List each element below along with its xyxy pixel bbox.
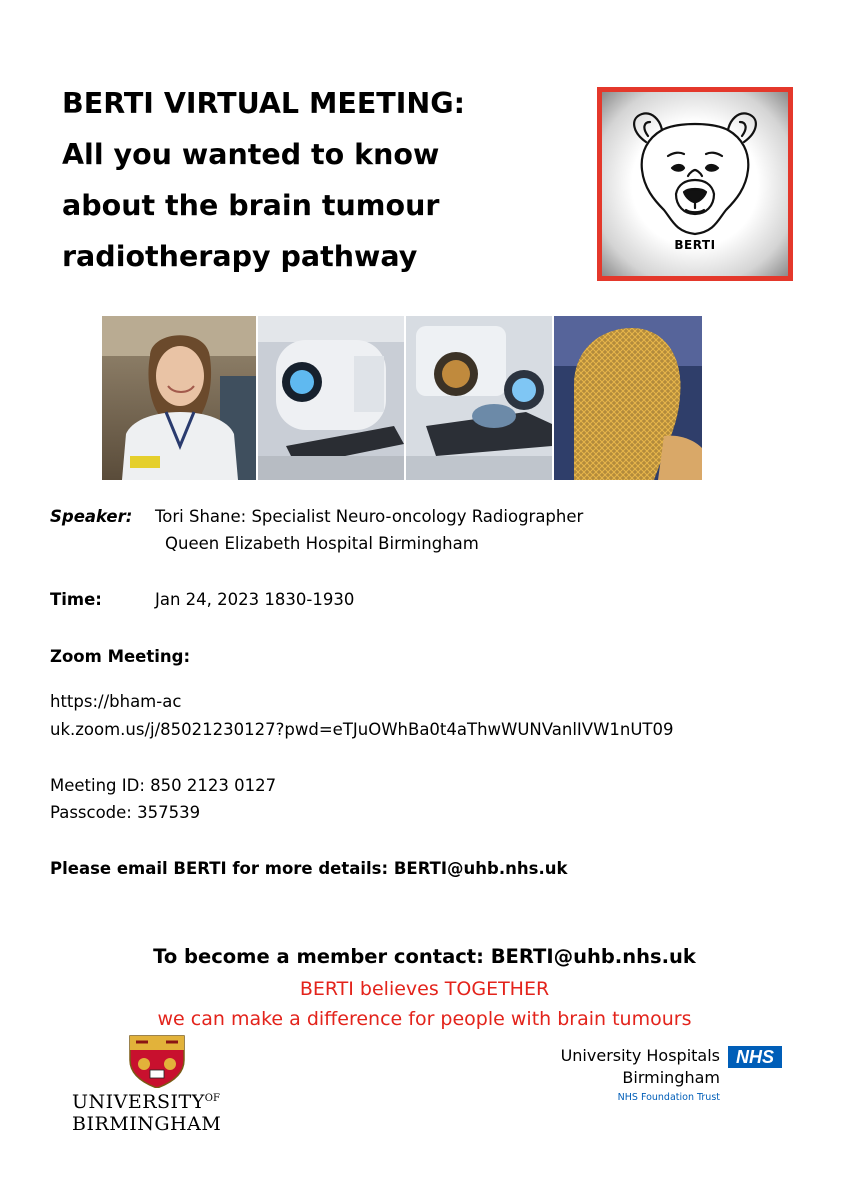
berti-logo <box>597 87 793 281</box>
time-label: Time: <box>50 590 102 609</box>
member-contact-line: To become a member contact: BERTI@uhb.nhs.uk <box>153 945 696 968</box>
nhs-line-2: Birmingham <box>622 1068 720 1087</box>
logo-text: BERTI <box>674 238 716 252</box>
linac-photo <box>258 316 404 480</box>
photo-strip <box>102 316 702 480</box>
title-line-1: BERTI VIRTUAL MEETING: <box>62 87 465 120</box>
title-line-2: All you wanted to know <box>62 138 440 171</box>
email-details-line: Please email BERTI for more details: BERTI@uhb.nhs.uk <box>50 859 568 878</box>
difference-line: we can make a difference for people with brain tumours <box>157 1008 692 1030</box>
speaker-label: Speaker: <box>50 507 133 526</box>
uob-wordmark <box>72 1088 221 1135</box>
believes-line: BERTI believes TOGETHER <box>299 978 550 1000</box>
page-title <box>62 78 582 282</box>
speaker-name: Tori Shane: Specialist Neuro-oncology Radiographer <box>155 507 584 526</box>
nhs-logo <box>552 1046 782 1106</box>
speaker-hospital: Queen Elizabeth Hospital Birmingham <box>165 534 479 553</box>
radiographer-photo <box>102 316 256 480</box>
crest-icon <box>72 1032 242 1088</box>
passcode: Passcode: 357539 <box>50 803 201 822</box>
time-value: Jan 24, 2023 1830-1930 <box>155 590 355 609</box>
university-of-birmingham-logo <box>72 1032 242 1135</box>
treatment-photo <box>406 316 552 480</box>
nhs-line-1: University Hospitals <box>560 1046 720 1065</box>
title-line-3: about the brain tumour <box>62 189 440 222</box>
zoom-label: Zoom Meeting: <box>50 647 191 666</box>
zoom-link-line-1[interactable]: https://bham-ac <box>50 692 182 711</box>
mask-photo <box>554 316 702 480</box>
nhs-badge: NHS <box>728 1046 782 1068</box>
uob-line-1: UNIVERSITY <box>72 1091 205 1113</box>
uob-of: OF <box>204 1093 220 1104</box>
meeting-id: Meeting ID: 850 2123 0127 <box>50 776 277 795</box>
zoom-link-line-2[interactable]: uk.zoom.us/j/85021230127?pwd=eTJuOWhBa0t4aThwWUNVanlIVW1nUT09 <box>50 720 674 739</box>
title-line-4: radiotherapy pathway <box>62 240 418 273</box>
nhs-line-3: NHS Foundation Trust <box>617 1092 720 1103</box>
uob-line-2: BIRMINGHAM <box>72 1113 222 1135</box>
